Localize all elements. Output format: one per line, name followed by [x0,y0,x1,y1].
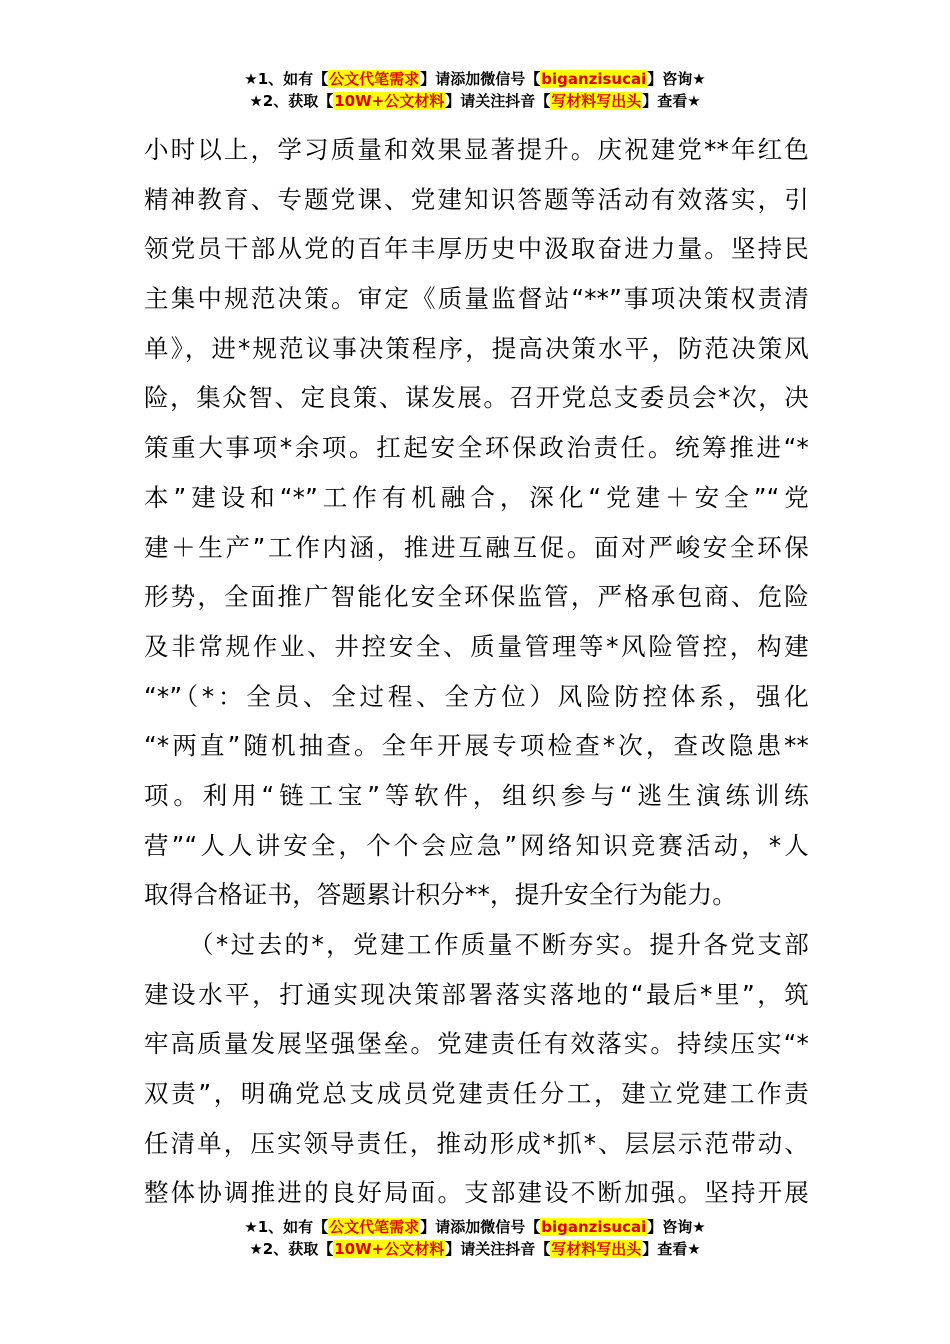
text-line: 精神教育、专题党课、党建知识答题等活动有效落实，引 [144,184,809,214]
banner-text: 】咨询★ [647,1218,706,1236]
banner-line-2 [0,1238,950,1260]
banner-text: ★2、获取【 [249,1240,334,1258]
text-line: 营”“人人讲安全，个个会应急”网络知识竞赛活动，*人 [144,830,809,860]
text-line: 策重大事项*余项。扛起安全环保政治责任。统筹推进“* [144,433,809,463]
banner-text: 】请添加微信号【 [420,1218,541,1236]
banner-line-1 [0,1216,950,1238]
banner-text: 】请关注抖音【 [445,1240,551,1258]
text-line: “*”（*：全员、全过程、全方位）风险防控体系，强化 [144,681,809,711]
text-line: 本”建设和“*”工作有机融合，深化“党建＋安全”“党 [144,482,809,512]
highlight-materials: 10W+公文材料 [334,92,445,110]
highlight-service: 公文代笔需求 [329,1218,420,1236]
text-line: 建＋生产”工作内涵，推进互融互促。面对严峻安全环保 [144,532,809,562]
text-line: 领党员干部从党的百年丰厚历史中汲取奋进力量。坚持民 [144,234,809,264]
banner-text: ★1、如有【 [244,70,329,88]
text-line: 及非常规作业、井控安全、质量管理等*风险管控，构建 [144,631,809,661]
text-line: 单》，进*规范议事决策程序，提高决策水平，防范决策风 [144,333,809,363]
banner-text: 】请添加微信号【 [420,70,541,88]
text-line: 主集中规范决策。审定《质量监督站“**”事项决策权责清 [144,284,809,314]
text-line: 任清单，压实领导责任，推动形成*抓*、层层示范带动、 [144,1128,809,1158]
text-line: 建设水平，打通实现决策部署落实落地的“最后*里”，筑 [144,979,809,1009]
banner-text: 】咨询★ [647,70,706,88]
highlight-douyin: 写材料写出头 [551,1240,642,1258]
text-line: 双责”，明确党总支成员党建责任分工，建立党建工作责 [144,1079,809,1109]
highlight-materials: 10W+公文材料 [334,1240,445,1258]
text-line: 整体协调推进的良好局面。支部建设不断加强。坚持开展 [144,1178,809,1208]
footer-banner [0,1216,950,1260]
banner-text: 】查看★ [642,1240,701,1258]
highlight-service: 公文代笔需求 [329,70,420,88]
banner-text: ★1、如有【 [244,1218,329,1236]
text-line: 项。利用“链工宝”等软件，组织参与“逃生演练训练 [144,780,809,810]
text-line: 取得合格证书，答题累计积分**，提升安全行为能力。 [144,880,737,910]
highlight-wechat-id: biganzisucai [541,70,647,88]
header-banner [0,68,950,112]
highlight-wechat-id: biganzisucai [541,1218,647,1236]
banner-line-1 [0,68,950,90]
text-line: 牢高质量发展坚强堡垒。党建责任有效落实。持续压实“* [144,1029,809,1059]
paragraph-start-line: （*过去的*，党建工作质量不断夯实。提升各党支部 [189,930,809,959]
text-line: 形势，全面推广智能化安全环保监管，严格承包商、危险 [144,582,809,612]
text-line: “*两直”随机抽查。全年开展专项检查*次，查改隐患** [144,731,809,761]
text-line: 险，集众智、定良策、谋发展。召开党总支委员会*次，决 [144,383,809,413]
text-line: 小时以上，学习质量和效果显著提升。庆祝建党**年红色 [144,135,809,164]
highlight-douyin: 写材料写出头 [551,92,642,110]
banner-text: ★2、获取【 [249,92,334,110]
banner-text: 】查看★ [642,92,701,110]
banner-line-2 [0,90,950,112]
document-body [144,125,809,1218]
banner-text: 】请关注抖音【 [445,92,551,110]
